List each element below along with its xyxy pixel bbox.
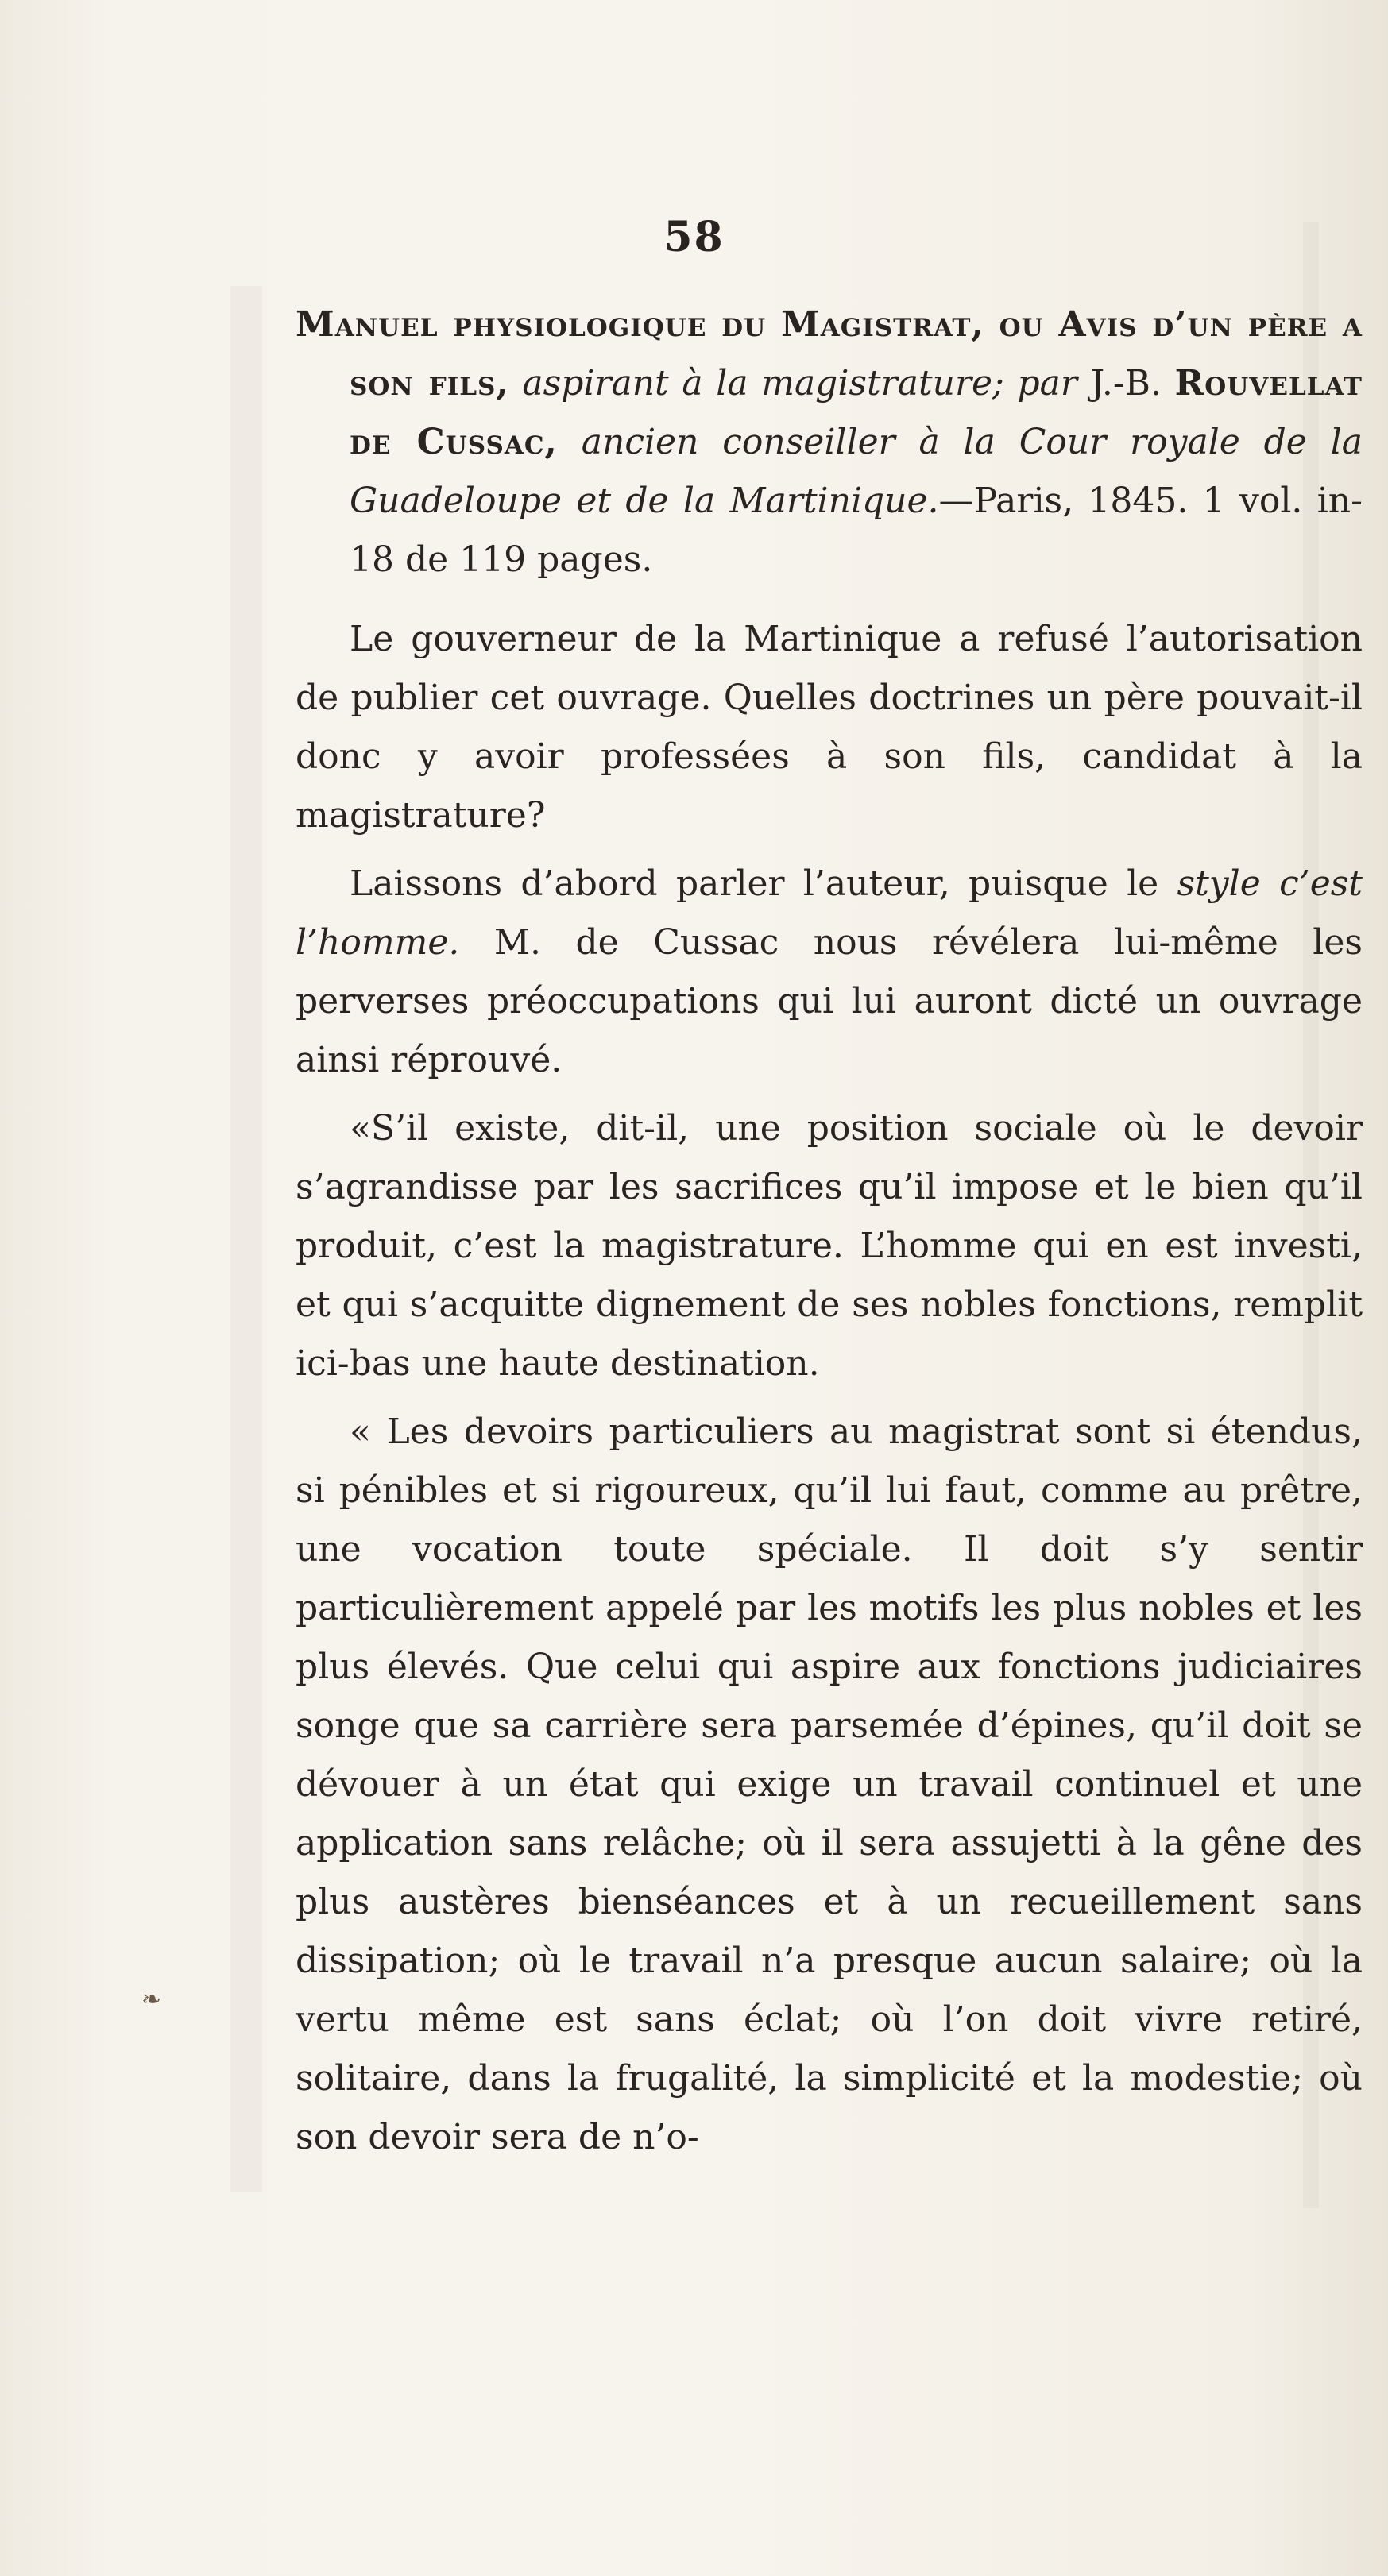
paragraph-3: «S’il existe, dit-il, une position sociale où le devoir s’agrandisse par les sacrifices qu’il impose et le bien qu’il produit, c’est la magistrature. L’homme qui en est investi, et qui s’acquitte dignement de ses nobles fonctions, remplit ici-bas une haute destination.: [296, 1108, 1363, 1384]
book-subtitle: aspirant à la magistrature; par: [522, 363, 1077, 404]
margin-ink-mark: ❧: [141, 1986, 162, 2014]
author-initials: J.-B.: [1090, 363, 1162, 404]
bibliographic-entry: [296, 295, 1363, 589]
paragraph-2: [296, 855, 1363, 1090]
author-name: Rouvellat de Cussac,: [350, 363, 1363, 462]
paragraph-4: « Les devoirs particuliers au magistrat sont si étendus, si pénibles et si rigoureux, qu’il lui faut, comme au prêtre, une vocation toute spéciale. Il doit s’y sentir particulièrement appelé par les motifs les plus nobles et les plus élevés. Que celui qui aspire aux fonctions judiciaires songe que sa carrière sera parsemée d’épines, qu’il doit se dévouer à un état qui exige un travail continuel et une application sans relâche; où il sera assujetti à la gêne des plus austères bienséances et à un recueillement sans dissipation; où le travail n’a presque aucun salaire; où la vertu même est sans éclat; où l’on doit vivre retiré, solitaire, dans la frugalité, la simplicité et la modestie; où son devoir sera de n’o-: [296, 1412, 1363, 2157]
book-title: Manuel physiologique du Magistrat, ou Avis d’un père a son fils,: [296, 304, 1363, 404]
page-number: 58: [663, 213, 725, 261]
paragraph-2-text-a: Laissons d’abord parler l’auteur, puisque le: [350, 863, 1159, 904]
author-role: ancien conseiller à la Cour royale de la Guadeloupe et de la Martinique.: [350, 422, 1363, 521]
imprint: —Paris, 1845. 1 vol. in-18 de 119 pages.: [350, 481, 1363, 580]
paragraph-1: Le gouverneur de la Martinique a refusé l’autorisation de publier cet ouvrage. Quelles doctrines un père pouvait-il donc y avoir professées à son fils, candidat à la magistrature?: [296, 619, 1363, 836]
paragraph-2-quote: style c’est l’homme.: [296, 863, 1363, 963]
paragraph-2-text-b: M. de Cussac nous révélera lui-même les perverses préoccupations qui lui auront dicté un ouvrage ainsi réprouvé.: [296, 922, 1363, 1080]
page-text: [296, 295, 1363, 2176]
